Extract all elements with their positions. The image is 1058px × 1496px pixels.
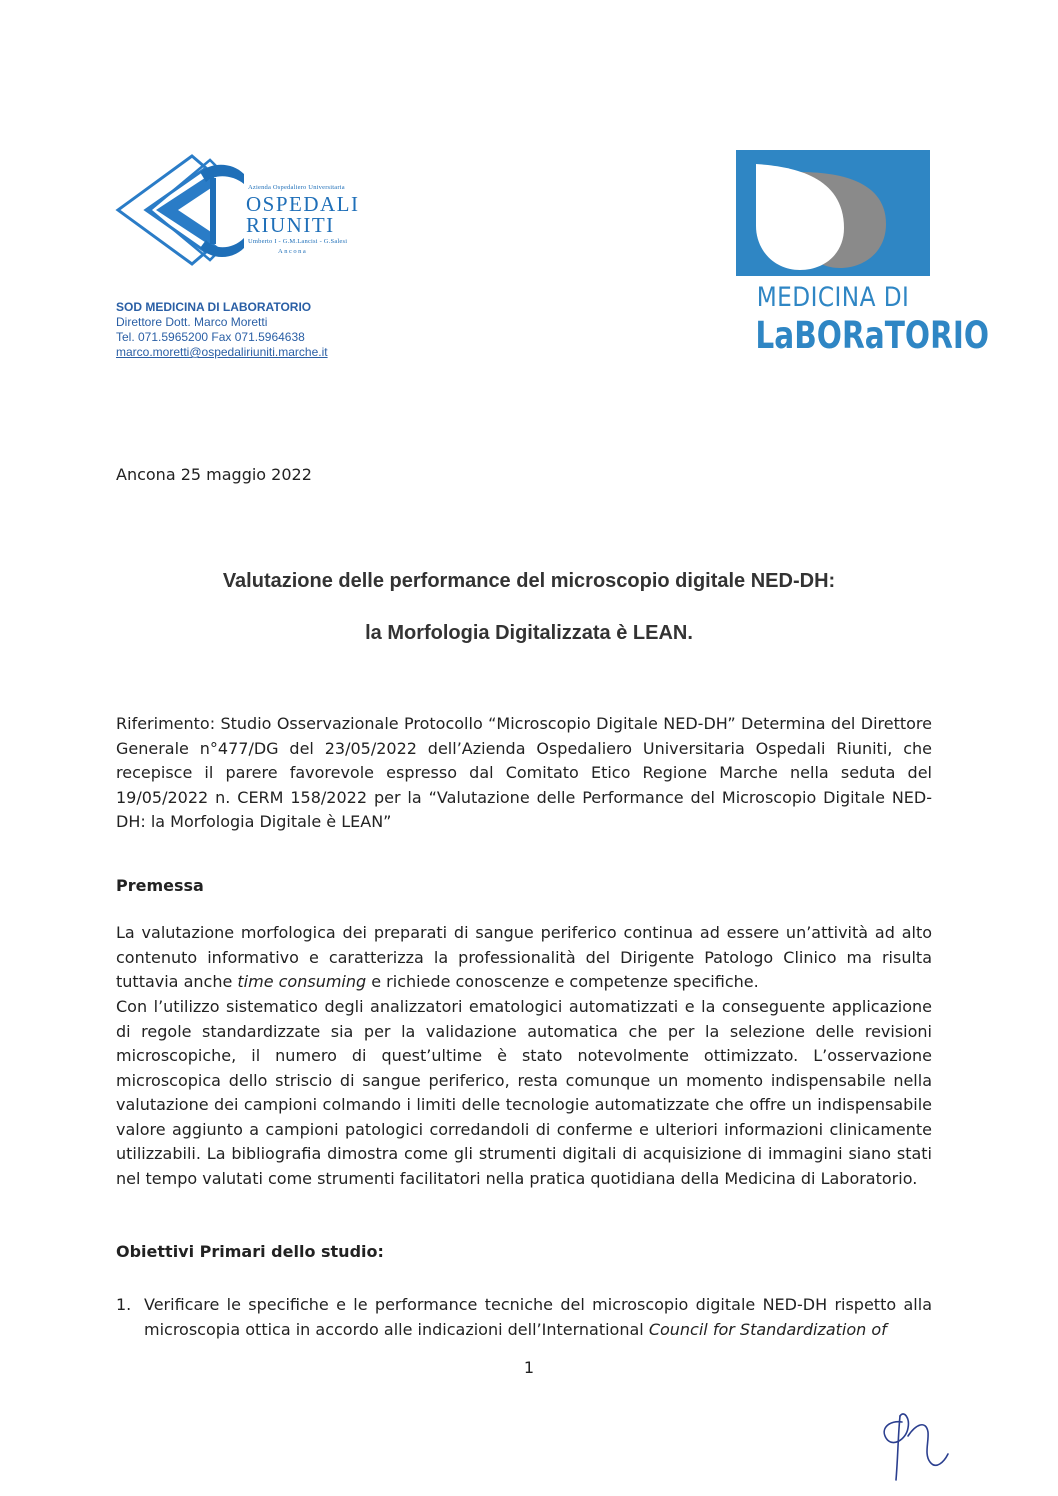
premessa-paragraph-2: Con l’utilizzo sistematico degli analizzatori ematologici automatizzati e la conseguente applicazione di regole standardizzate sia per la validazione automatica che per la selezione delle revisioni microscopiche, il numero di quest’ultime è stato notevolmente ottimizzato. L’osservazione microscopica dello striscio di sangue periferico, resta comunque un momento indispensabile nella valutazione dei campioni colmando i limiti delle tecnologie automatizzate che offre un indispensabile valore aggiunto a campioni patologici corredandoli di conferme e ulteriori informazioni clinicamente utilizzabili. La bibliografia dimostra come gli strumenti digitali di acquisizione di immagini siano stati nel tempo valutati come strumenti facilitatori nella pratica quotidiana della Medicina di Laboratorio. [116,997,932,1188]
ospedali-riuniti-logo [112,152,368,270]
document-title-line1: Valutazione delle performance del microscopio digitale NED-DH: [222,570,836,592]
medicina-di-laboratorio-logo [736,150,990,360]
logo-caption-top: Azienda Ospedaliero Universitaria [248,184,345,191]
logo-drop-box [736,150,930,276]
department-title: SOD MEDICINA DI LABORATORIO [116,300,312,314]
document-date: Ancona 25 maggio 2022 [116,465,312,484]
premessa-heading: Premessa [116,876,204,895]
premessa-p1-italic: time consuming [237,972,367,991]
logo-word-ospedali: OSPEDALI [246,192,360,216]
drops-icon [736,150,930,276]
objective-number: 1. [116,1295,132,1314]
objective-text-italic: Council for Standardization of [648,1320,887,1339]
objective-text-main: Verificare le specifiche e le performance tecniche del microscopio digitale NED-DH rispetto alla microscopia ottica in accordo alle indicazioni dell’International [144,1295,932,1339]
premessa-p1-end: e richiede conoscenze e competenze specifiche. [366,972,759,991]
director-name: Direttore Dott. Marco Moretti [116,315,268,329]
department-header [116,300,328,360]
logo-text-medicina: MEDICINA DI [756,282,910,313]
objectives-heading: Obiettivi Primari dello studio: [116,1242,384,1261]
document-title-line2: la Morfologia Digitalizzata è LEAN. [365,622,693,644]
phone-fax: Tel. 071.5965200 Fax 071.5964638 [116,330,305,344]
logo-word-riuniti: RIUNITI [246,213,335,237]
objective-text [144,1292,932,1342]
logo-text-laboratorio: LaBORaTORIO [755,314,990,357]
reference-paragraph: Riferimento: Studio Osservazionale Protocollo “Microscopio Digitale NED-DH” Determina del Direttore Generale n°477/DG del 23/05/2022 dell’Azienda Ospedaliero Universitaria Ospedali Riuniti, che recepisce il parere favorevole espresso dal Comitato Etico Regione Marche nella seduta del 19/05/2022 n. CERM 158/2022 per la “Valutazione delle Performance del Microscopio Digitale NED-DH: la Morfologia Digitale è LEAN” [116,714,932,831]
logo-caption-hospitals: Umberto I - G.M.Lancisi - G.Salesi [248,238,348,245]
email-link[interactable]: marco.moretti@ospedaliriuniti.marche.it [116,345,328,359]
objective-list-item [116,1292,932,1342]
premessa-paragraph-1 [116,921,932,995]
logo-caption-city: Ancona [278,248,308,255]
premessa-p1-text: La valutazione morfologica dei preparati di sangue periferico continua ad essere un’attività ad alto contenuto informativo e caratterizza la professionalità del Dirigente Patologo Clinico ma risulta tuttavia anche [116,923,932,991]
handwritten-initials-icon [872,1392,964,1486]
page-number: 1 [523,1358,535,1377]
